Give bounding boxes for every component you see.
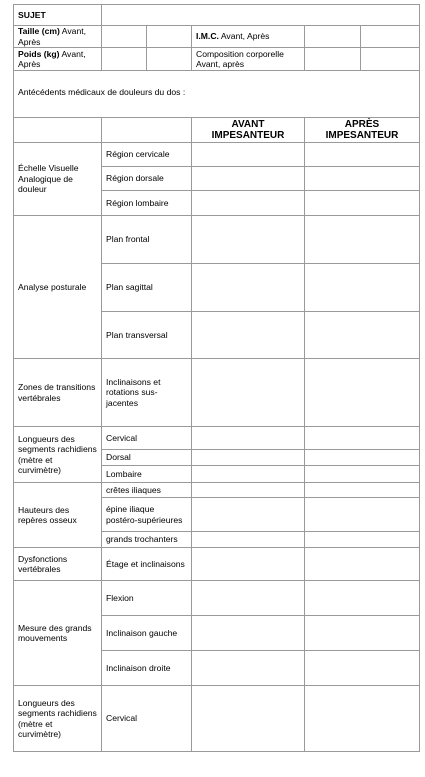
movements-item-right-inclination: Inclinaison droite xyxy=(102,651,192,686)
eva-item-cervical: Région cervicale xyxy=(102,143,192,167)
lengths2-item-cervical: Cervical xyxy=(102,686,192,752)
eva-cervical-after-field[interactable] xyxy=(305,143,420,167)
movements-section-label: Mesure des grands mouvements xyxy=(14,581,102,686)
dysfunctions-section-label: Dysfonctions vertébrales xyxy=(14,548,102,581)
lengths-item-cervical: Cervical xyxy=(102,427,192,450)
height-label-bold: Taille (cm) xyxy=(18,26,60,36)
column-header-after: APRÈS IMPESANTEUR xyxy=(305,118,420,143)
weight-label-bold: Poids (kg) xyxy=(18,48,60,59)
height-label-rest: Avant, Après xyxy=(18,26,86,47)
bmi-label xyxy=(192,26,305,48)
header-blank-cell xyxy=(102,118,192,143)
eva-section-label: Échelle Visuelle Analogique de douleur xyxy=(14,143,102,216)
posture-sagittal-after-field[interactable] xyxy=(305,264,420,312)
eva-lumbar-after-field[interactable] xyxy=(305,191,420,216)
weight-label-rest: Avant, Après xyxy=(18,48,86,69)
zones-before-field[interactable] xyxy=(192,359,305,427)
dysfunctions-after-field[interactable] xyxy=(305,548,420,581)
zones-after-field[interactable] xyxy=(305,359,420,427)
posture-section-label: Analyse posturale xyxy=(14,216,102,359)
movements-item-flexion: Flexion xyxy=(102,581,192,616)
weight-label xyxy=(14,48,102,71)
lengths-lumbar-before-field[interactable] xyxy=(192,466,305,483)
medical-history-label: Antécédents médicaux de douleurs du dos : xyxy=(18,87,186,97)
landmarks-iliac-crests-after-field[interactable] xyxy=(305,483,420,498)
eva-dorsal-before-field[interactable] xyxy=(192,167,305,191)
lengths2-cervical-before-field[interactable] xyxy=(192,686,305,752)
dysfunctions-before-field[interactable] xyxy=(192,548,305,581)
bmi-label-rest: Avant, Après xyxy=(218,31,270,42)
composition-before-field[interactable] xyxy=(305,48,361,71)
landmarks-item-psis: épine iliaque postéro-supérieures xyxy=(102,498,192,532)
landmarks-trochanters-before-field[interactable] xyxy=(192,532,305,548)
posture-item-sagittal: Plan sagittal xyxy=(102,264,192,312)
movements-right-after-field[interactable] xyxy=(305,651,420,686)
zones-item-rotations: Inclinaisons et rotations sus-jacentes xyxy=(102,359,192,427)
movements-item-left-inclination: Inclinaison gauche xyxy=(102,616,192,651)
height-label xyxy=(14,26,102,48)
posture-transverse-before-field[interactable] xyxy=(192,312,305,359)
composition-after-field[interactable] xyxy=(361,48,420,71)
landmarks-section-label: Hauteurs des repères osseux xyxy=(14,483,102,548)
lengths2-cervical-after-field[interactable] xyxy=(305,686,420,752)
lengths2-section-label: Longueurs des segments rachidiens (mètre et curvimètre) xyxy=(14,686,102,752)
landmarks-item-trochanters: grands trochanters xyxy=(102,532,192,548)
lengths-cervical-after-field[interactable] xyxy=(305,427,420,450)
lengths-cervical-before-field[interactable] xyxy=(192,427,305,450)
landmarks-item-iliac-crests: crêtes iliaques xyxy=(102,483,192,498)
posture-transverse-after-field[interactable] xyxy=(305,312,420,359)
bmi-before-field[interactable] xyxy=(305,26,361,48)
eva-lumbar-before-field[interactable] xyxy=(192,191,305,216)
landmarks-psis-before-field[interactable] xyxy=(192,498,305,532)
assessment-form xyxy=(13,4,419,752)
measurements-table xyxy=(13,117,420,752)
column-header-before: AVANT IMPESANTEUR xyxy=(192,118,305,143)
eva-dorsal-after-field[interactable] xyxy=(305,167,420,191)
posture-frontal-after-field[interactable] xyxy=(305,216,420,264)
posture-sagittal-before-field[interactable] xyxy=(192,264,305,312)
posture-frontal-before-field[interactable] xyxy=(192,216,305,264)
lengths-section-label: Longueurs des segments rachidiens (mètre et curvimètre) xyxy=(14,427,102,483)
zones-section-label: Zones de transitions vertébrales xyxy=(14,359,102,427)
landmarks-iliac-crests-before-field[interactable] xyxy=(192,483,305,498)
height-after-field[interactable] xyxy=(147,26,192,48)
eva-item-lumbar: Région lombaire xyxy=(102,191,192,216)
dysfunctions-item-level: Étage et inclinaisons xyxy=(102,548,192,581)
landmarks-trochanters-after-field[interactable] xyxy=(305,532,420,548)
movements-left-after-field[interactable] xyxy=(305,616,420,651)
subject-field[interactable] xyxy=(102,5,420,26)
bmi-after-field[interactable] xyxy=(361,26,420,48)
movements-right-before-field[interactable] xyxy=(192,651,305,686)
posture-item-transverse: Plan transversal xyxy=(102,312,192,359)
lengths-item-dorsal: Dorsal xyxy=(102,450,192,466)
lengths-item-lumbar: Lombaire xyxy=(102,466,192,483)
weight-before-field[interactable] xyxy=(102,48,147,71)
body-composition-label: Composition corporelle Avant, après xyxy=(192,48,305,71)
lengths-dorsal-after-field[interactable] xyxy=(305,450,420,466)
lengths-lumbar-after-field[interactable] xyxy=(305,466,420,483)
movements-left-before-field[interactable] xyxy=(192,616,305,651)
bmi-label-bold: I.M.C. xyxy=(196,31,219,42)
weight-after-field[interactable] xyxy=(147,48,192,71)
eva-cervical-before-field[interactable] xyxy=(192,143,305,167)
movements-flexion-before-field[interactable] xyxy=(192,581,305,616)
landmarks-psis-after-field[interactable] xyxy=(305,498,420,532)
movements-flexion-after-field[interactable] xyxy=(305,581,420,616)
height-before-field[interactable] xyxy=(102,26,147,48)
eva-item-dorsal: Région dorsale xyxy=(102,167,192,191)
header-blank-cell xyxy=(14,118,102,143)
lengths-dorsal-before-field[interactable] xyxy=(192,450,305,466)
medical-history-field[interactable] xyxy=(14,71,420,118)
subject-label: SUJET xyxy=(14,5,102,26)
subject-header-table xyxy=(13,4,420,118)
posture-item-frontal: Plan frontal xyxy=(102,216,192,264)
